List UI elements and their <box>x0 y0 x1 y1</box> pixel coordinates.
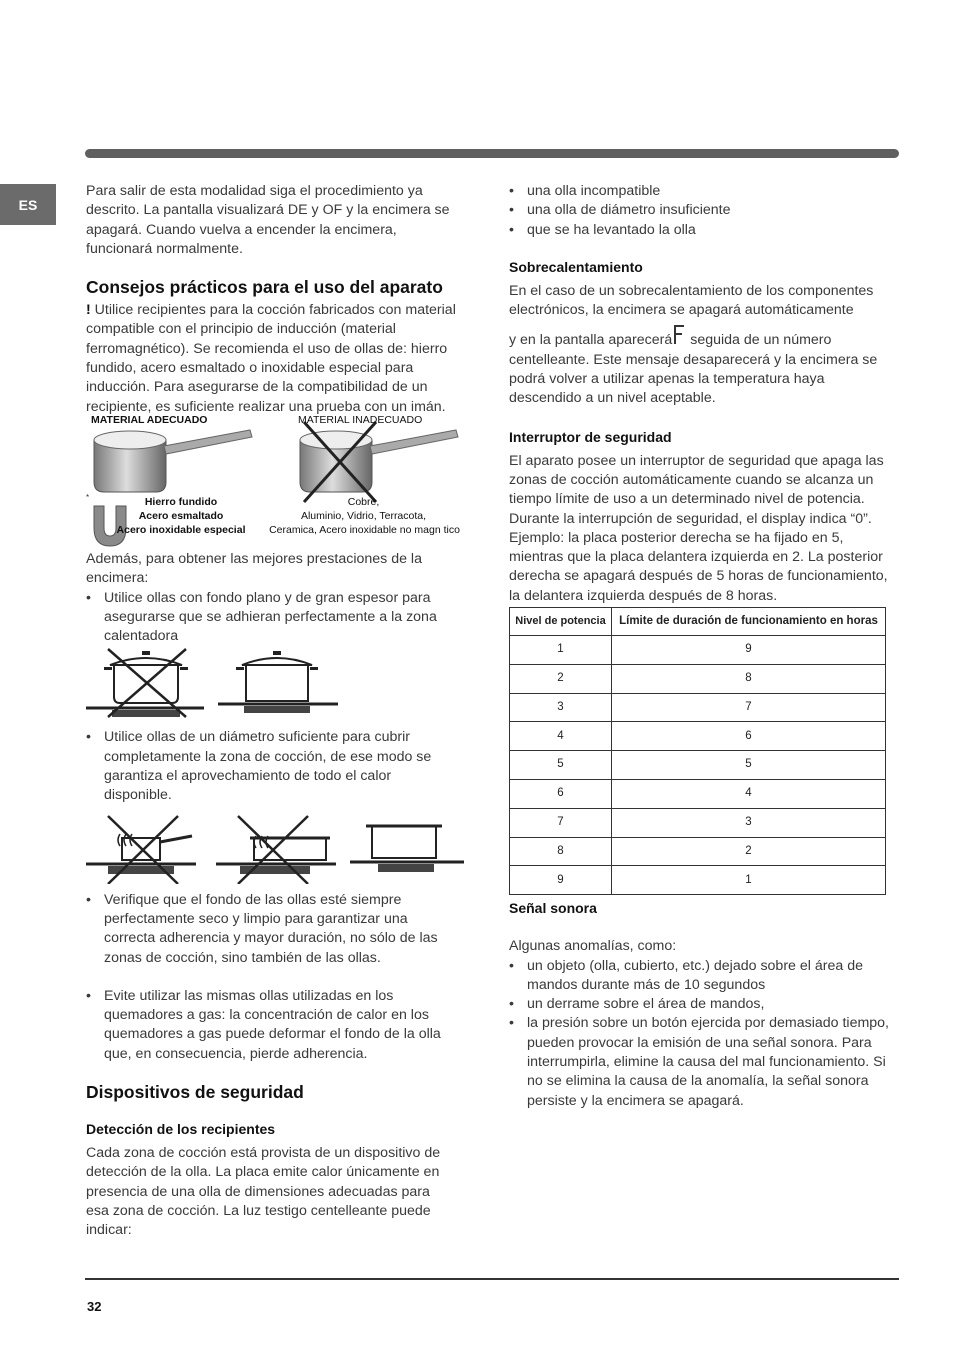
caption-bad-line-1: Cobre, <box>347 495 380 508</box>
table-header-cell: Nivel de potencia <box>510 608 612 636</box>
detection-list <box>509 182 889 240</box>
heading-senal: Señal sonora <box>509 900 597 917</box>
list-item: • un objeto (olla, cubierto, etc.) dejado sobre el área de mandos durante más de 10 segundos <box>509 957 889 996</box>
interruptor-paragraph-1: El aparato posee un interruptor de seguridad que apaga las zonas de cocción automáticamente cuando se alcanza un tiempo límite de uso a un determinado nivel de potencia. Durante la interrupción de seguridad, el display indica “0”. <box>509 452 884 527</box>
caption-good-line-3: Acero inoxidable especial <box>116 523 246 536</box>
power-level-cell: 2 <box>510 664 612 693</box>
material-figure <box>86 410 460 550</box>
tips-list-3 <box>86 891 456 1064</box>
consejos-paragraph <box>86 301 456 417</box>
table-row <box>510 693 886 722</box>
table-header-cell: Límite de duración de funcionamiento en horas <box>612 608 886 636</box>
list-item: • Utilice ollas de un diámetro suficiente para cubrir completamente la zona de cocción, de ese modo se garantiza el aprovechamiento de todo el calor disponible. <box>86 728 456 805</box>
senal-paragraph: Algunas anomalías, como: <box>509 938 677 955</box>
sobrecalentamiento-paragraph-1: En el caso de un sobrecalentamiento de los componentes electrónicos, la encimera se apagará automáticamente <box>509 282 874 319</box>
deteccion-paragraph: Cada zona de cocción está provista de un dispositivo de detección de la olla. La placa emite calor únicamente en presencia de una olla de dimensiones adecuadas para esa zona de cocción. La luz testigo centelleante puede indicar: <box>86 1145 441 1239</box>
hours-limit-cell: 2 <box>612 837 886 866</box>
hours-limit-cell: 9 <box>612 636 886 665</box>
diameter-figure <box>86 812 464 884</box>
list-item: • Verifique que el fondo de las ollas esté siempre perfectamente seco y limpio para garantizar una correcta adherencia y mayor duración, no sólo de las zonas de cocción, sino también de las ollas. <box>86 891 456 968</box>
table-body <box>510 636 886 895</box>
caption-good-line-1: Hierro fundido <box>144 495 218 508</box>
consejos-text: Utilice recipientes para la cocción fabricados con material compatible con el principio de inducción (material ferromagnético). Se recomienda el uso de ollas de: hierro fundido, acero esmaltado o inoxidable especial para inducción. Para asegurarse de la compatibilidad de un recipiente, es suficiente realizar una prueba con un imán. <box>86 302 456 415</box>
warning-mark: ! <box>86 302 91 319</box>
hours-limit-cell: 6 <box>612 722 886 751</box>
power-level-cell: 7 <box>510 808 612 837</box>
table-row <box>510 780 886 809</box>
svg-text:*: * <box>86 492 90 502</box>
left-column <box>86 182 460 1241</box>
hours-limit-cell: 7 <box>612 693 886 722</box>
table-row <box>510 636 886 665</box>
page-number: 32 <box>87 1299 102 1314</box>
heading-dispositivos: Dispositivos de seguridad <box>86 1082 304 1103</box>
power-level-cell: 8 <box>510 837 612 866</box>
anomalies-list <box>509 957 889 1111</box>
interruptor-paragraph-2: Ejemplo: la placa posterior derecha se ha fijado en 5, mientras que la placa delantera izquierda en 2. La posterior derecha se apagará después de 5 horas de funcionamiento, la delantera izquierda después de 8 horas. <box>509 529 888 604</box>
power-level-cell: 9 <box>510 866 612 895</box>
hours-limit-cell: 3 <box>612 808 886 837</box>
power-limit-table <box>509 607 886 895</box>
heading-sobrecalentamiento: Sobrecalentamiento <box>509 258 643 275</box>
table-row <box>510 751 886 780</box>
list-item: • una olla de diámetro insuficiente <box>509 201 889 220</box>
display-f-icon <box>672 324 686 346</box>
language-tab-label: ES <box>18 196 38 213</box>
header-rule <box>85 149 899 158</box>
list-item: • una olla incompatible <box>509 182 889 201</box>
power-level-cell: 1 <box>510 636 612 665</box>
list-item: • Evite utilizar las mismas ollas utilizadas en los quemadores a gas: la concentración de calor en los quemadores a gas puede deformar el fondo de la olla que, en consecuencia, pierde adherencia. <box>86 987 456 1064</box>
footer-rule <box>85 1278 899 1280</box>
sobre-text-a: y en la pantalla aparecerá <box>509 332 673 349</box>
table-row <box>510 808 886 837</box>
sobre-text-b: seguida de un número centelleante. Este mensaje desaparecerá y la encimera se podrá volver a utilizar apenas la temperatura haya descendido a un nivel aceptable. <box>509 332 878 407</box>
power-level-cell: 6 <box>510 780 612 809</box>
ademas-paragraph: Además, para obtener las mejores prestaciones de la encimera: <box>86 550 422 587</box>
tips-list-2 <box>86 728 456 805</box>
heading-interruptor: Interruptor de seguridad <box>509 428 672 445</box>
tips-list-1 <box>86 589 456 647</box>
table-row <box>510 866 886 895</box>
list-item: • un derrame sobre el área de mandos, <box>509 995 889 1014</box>
heading-consejos: Consejos prácticos para el uso del aparato <box>86 277 443 298</box>
power-level-cell: 3 <box>510 693 612 722</box>
sobrecalentamiento-paragraph-2 <box>509 324 889 408</box>
power-level-cell: 5 <box>510 751 612 780</box>
table-row <box>510 722 886 751</box>
power-level-cell: 4 <box>510 722 612 751</box>
hours-limit-cell: 1 <box>612 866 886 895</box>
caption-bad-line-2: Aluminio, Vidrio, Terracota, <box>300 509 427 522</box>
language-tab <box>0 184 56 225</box>
hours-limit-cell: 4 <box>612 780 886 809</box>
table-row <box>510 664 886 693</box>
caption-bad-line-3: Ceramica, Acero inoxidable no magn tico <box>269 523 460 536</box>
hours-limit-cell: 5 <box>612 751 886 780</box>
table-header-row <box>510 608 886 636</box>
caption-good-line-2: Acero esmaltado <box>138 509 224 522</box>
label-material-adecuado: MATERIAL ADECUADO <box>91 413 208 426</box>
flat-bottom-figure <box>86 647 346 719</box>
list-item: • la presión sobre un botón ejercida por demasiado tiempo, pueden provocar la emisión de una señal sonora. Para interrumpirla, elimine la causa del mal funcionamiento. Si no se elimina la causa de la anomalía, la señal sonora persiste y la encimera se apagará. <box>509 1014 889 1110</box>
right-column <box>509 182 889 1111</box>
list-item: • que se ha levantado la olla <box>509 221 889 240</box>
intro-paragraph: Para salir de esta modalidad siga el procedimiento ya descrito. La pantalla visualizará DE y OF y la encimera se apagará. Cuando vuelva a encender la encimera, funcionará normalmente. <box>86 183 450 257</box>
heading-deteccion: Detección de los recipientes <box>86 1121 276 1138</box>
hours-limit-cell: 8 <box>612 664 886 693</box>
label-material-inadecuado: MATERIAL INADECUADO <box>298 413 423 426</box>
list-item: • Utilice ollas con fondo plano y de gran espesor para asegurarse que se adhieran perfectamente a la zona calentadora <box>86 589 456 647</box>
table-row <box>510 837 886 866</box>
